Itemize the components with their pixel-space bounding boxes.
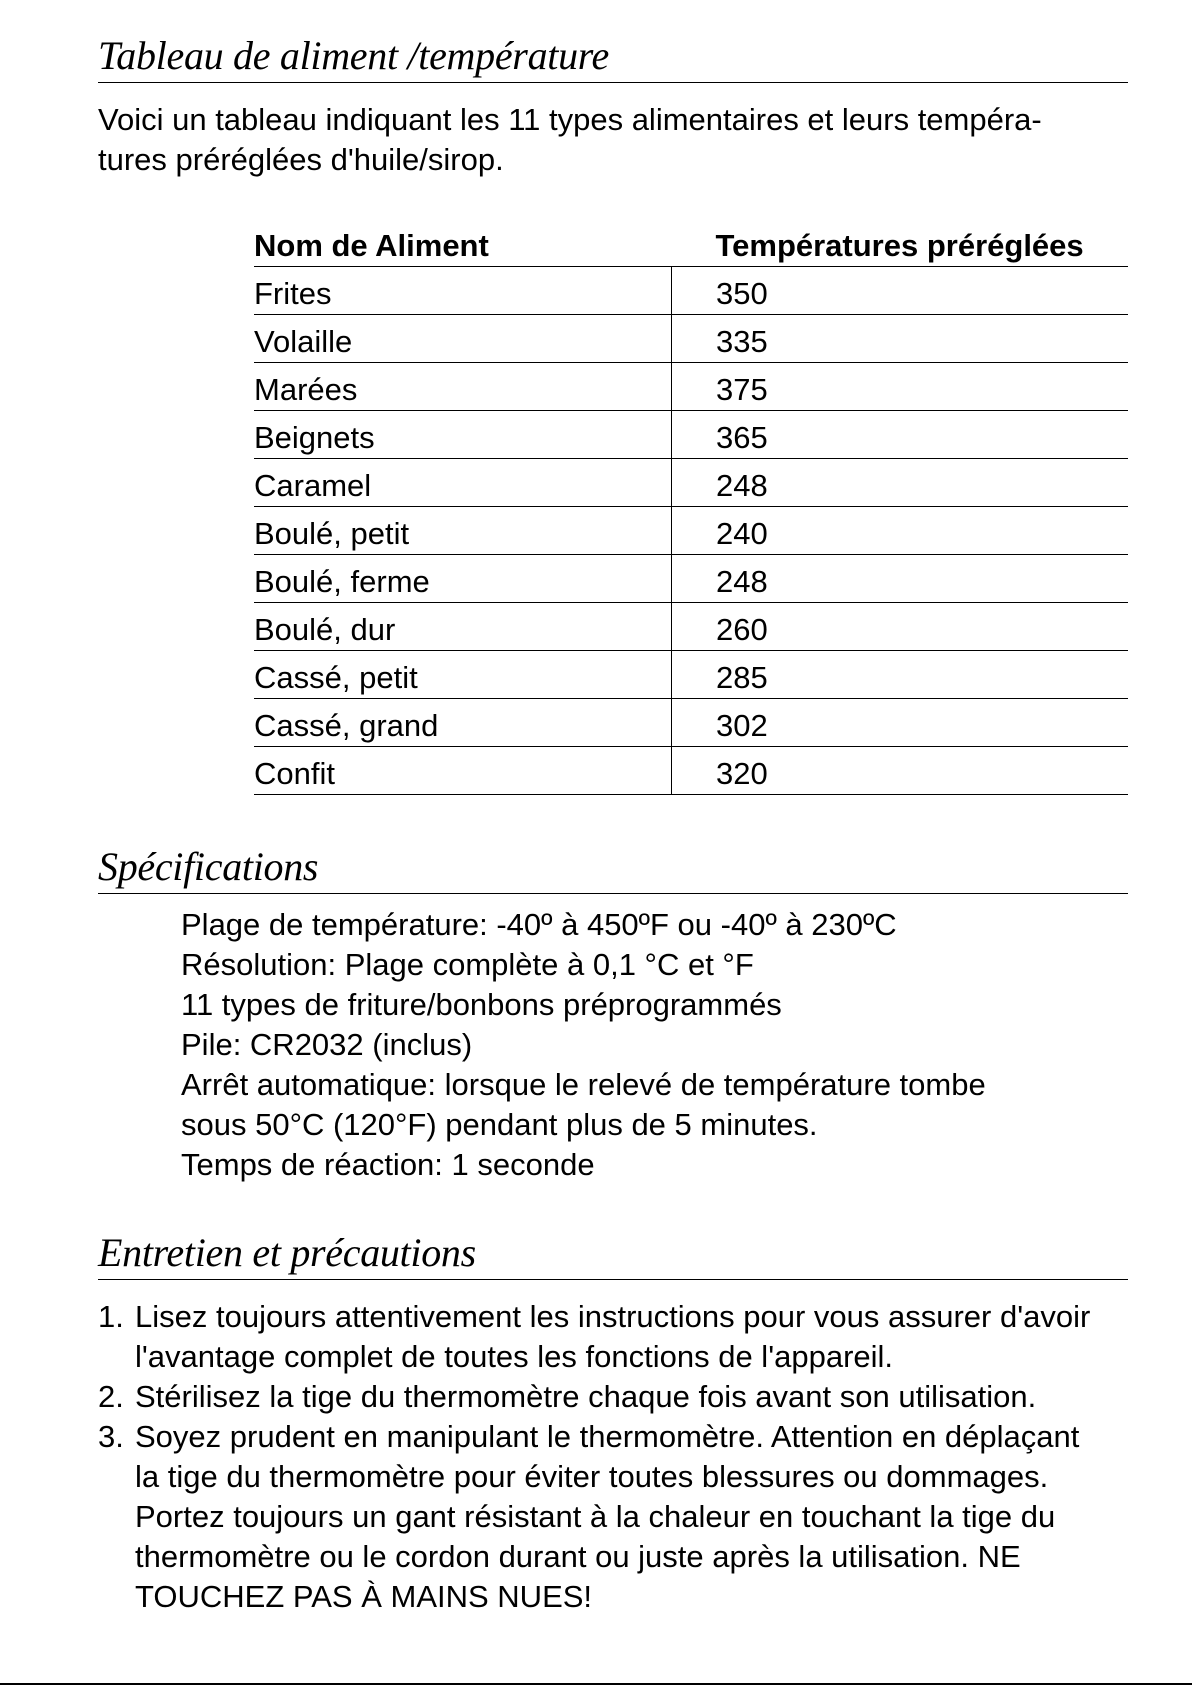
care-section-title: Entretien et précautions [98, 1229, 1128, 1280]
spec-line: 11 types de friture/bonbons préprogrammés [181, 987, 782, 1022]
table-row [254, 315, 1128, 363]
intro-line: tures préréglées d'huile/sirop. [98, 142, 504, 177]
table-row [254, 459, 1128, 507]
table-row [254, 267, 1128, 315]
temperature-cell: 248 [672, 555, 1129, 603]
care-item-line: Portez toujours un gant résistant à la chaleur en touchant la tige du [135, 1499, 1056, 1534]
food-name-cell: Boulé, petit [254, 507, 672, 555]
care-item [98, 1417, 1138, 1617]
temperature-cell: 365 [672, 411, 1129, 459]
temperature-cell: 240 [672, 507, 1129, 555]
food-temperature-table [254, 222, 1128, 795]
table-row [254, 555, 1128, 603]
food-name-cell: Volaille [254, 315, 672, 363]
care-item-line: Lisez toujours attentivement les instructions pour vous assurer d'avoir [135, 1299, 1091, 1334]
food-name-cell: Caramel [254, 459, 672, 507]
care-list [98, 1297, 1138, 1617]
care-item-number: 2. [98, 1379, 124, 1414]
temperature-cell: 350 [672, 267, 1129, 315]
food-name-cell: Frites [254, 267, 672, 315]
care-item-line: thermomètre ou le cordon durant ou juste après la utilisation. NE [135, 1539, 1021, 1574]
care-item-number: 3. [98, 1419, 124, 1454]
food-name-cell: Cassé, petit [254, 651, 672, 699]
spec-line: Pile: CR2032 (inclus) [181, 1027, 473, 1062]
table-section-title: Tableau de aliment /température [98, 32, 1128, 83]
care-item-line: TOUCHEZ PAS À MAINS NUES! [135, 1579, 593, 1614]
spec-line: Résolution: Plage complète à 0,1 °C et °F [181, 947, 754, 982]
table-row [254, 363, 1128, 411]
temperature-cell: 320 [672, 747, 1129, 795]
table-row [254, 699, 1128, 747]
care-item [98, 1377, 1138, 1417]
specs-list [181, 905, 1121, 1185]
table-row [254, 603, 1128, 651]
intro-line: Voici un tableau indiquant les 11 types alimentaires et leurs tempéra- [98, 102, 1042, 137]
spec-line: Plage de température: -40º à 450ºF ou -40º à 230ºC [181, 907, 897, 942]
table-row [254, 651, 1128, 699]
temperature-cell: 248 [672, 459, 1129, 507]
spec-line: Arrêt automatique: lorsque le relevé de température tombe [181, 1067, 986, 1102]
care-item-number: 1. [98, 1299, 124, 1334]
care-item [98, 1297, 1138, 1377]
header-food-name: Nom de Aliment [254, 222, 672, 267]
table-row [254, 411, 1128, 459]
food-name-cell: Confit [254, 747, 672, 795]
temperature-cell: 375 [672, 363, 1129, 411]
care-item-line: l'avantage complet de toutes les fonctions de l'appareil. [135, 1339, 894, 1374]
table-row [254, 507, 1128, 555]
care-item-line: Soyez prudent en manipulant le thermomètre. Attention en déplaçant [135, 1419, 1080, 1454]
specs-section-title: Spécifications [98, 843, 1128, 894]
food-name-cell: Boulé, ferme [254, 555, 672, 603]
food-name-cell: Cassé, grand [254, 699, 672, 747]
spec-line: Temps de réaction: 1 seconde [181, 1147, 595, 1182]
food-name-cell: Boulé, dur [254, 603, 672, 651]
table-intro [98, 100, 1138, 180]
table-header-row [254, 222, 1128, 267]
temperature-cell: 335 [672, 315, 1129, 363]
temperature-cell: 260 [672, 603, 1129, 651]
food-name-cell: Beignets [254, 411, 672, 459]
temperature-cell: 285 [672, 651, 1129, 699]
food-name-cell: Marées [254, 363, 672, 411]
spec-line: sous 50°C (120°F) pendant plus de 5 minutes. [181, 1107, 818, 1142]
care-item-line: la tige du thermomètre pour éviter toutes blessures ou dommages. [135, 1459, 1049, 1494]
table-row [254, 747, 1128, 795]
care-item-line: Stérilisez la tige du thermomètre chaque fois avant son utilisation. [135, 1379, 1037, 1414]
temperature-cell: 302 [672, 699, 1129, 747]
header-preset-temperature: Températures préréglées [672, 222, 1129, 267]
